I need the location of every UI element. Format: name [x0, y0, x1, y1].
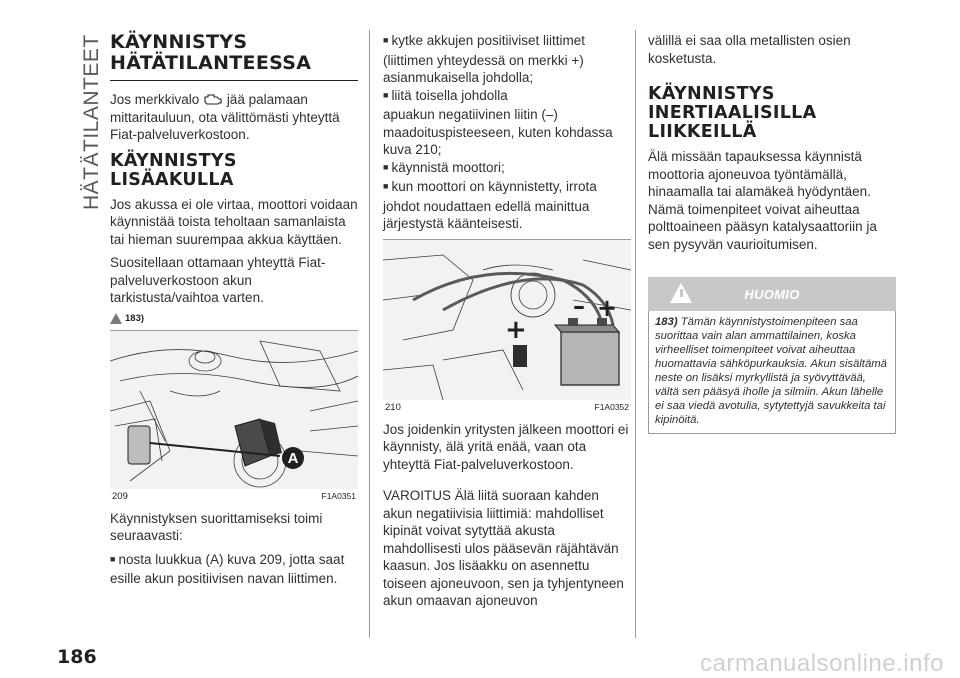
- paragraph: Jos joidenkin yritysten jälkeen moottori ei käynnisty, älä yritä enää, vaan ota yhteyttä Fiat-palveluverkostoon.: [383, 421, 629, 472]
- paragraph: Jos akussa ei ole virtaa, moottori voidaan käynnistää toista teholtaan samanlaista tai hieman suurempaa akkua käyttäen.: [110, 196, 358, 247]
- figure-caption: [110, 489, 358, 502]
- note-reference: 183): [655, 316, 678, 328]
- column-divider: [635, 30, 636, 638]
- column-2: [383, 32, 631, 616]
- note-text: Tämän käynnistystoimenpiteen saa suorittaa vain alan ammattilainen, koska virheelliset toimenpiteet voivat aiheuttaa huomattavia sähköpurkauksia. Akun sisältämä neste on lisäksi myrkyllistä ja syövyttävää, vältä sen pääsyä iholle ja silmiin. Akun lähelle ei saa viedä avotulia, sytytettyjä savukkeita tai kipinöitä.: [655, 316, 887, 426]
- figure-caption: [383, 400, 631, 413]
- minus-symbol: –: [573, 291, 585, 320]
- section-title-inertial-start: KÄYNNISTYS INERTIAALISILLA LIIKKEILLÄ: [648, 84, 817, 142]
- bullet-item: ■ kytke akkujen positiiviset liittimet (liittimen yhteydessä on merkki +) asianmukaisella johdolla;: [383, 32, 631, 87]
- figure-code: F1A0351: [321, 490, 356, 501]
- jump-start-illustration: [383, 240, 631, 400]
- warning-reference: 183): [110, 313, 358, 324]
- figure-number: 210: [385, 401, 401, 413]
- note-body: [648, 311, 896, 434]
- page-number: 186: [57, 646, 97, 668]
- column-3: [648, 32, 896, 434]
- column-1: [110, 32, 358, 594]
- note-title: HUOMIO: [744, 287, 800, 302]
- engine-immobilizer-icon: [203, 94, 223, 105]
- paragraph: apuakun negatiivinen liitin (–) maadoituspisteeseen, kuten kohdassa kuva 210;: [383, 107, 613, 157]
- figure-210: [383, 239, 631, 413]
- engine-bay-illustration: [110, 331, 358, 489]
- paragraph: Älä missään tapauksessa käynnistä moottoria ajoneuvoa työntämällä, hinaamalla tai alamäkeä hyödyntäen. Nämä toimenpiteet voivat aiheuttaa polttoaineen pääsyn katalysaattoriin ja sen pysyvän vaurioitumisen.: [648, 149, 877, 252]
- callout-label-a: A: [287, 449, 299, 467]
- paragraph: välillä ei saa olla metallisten osien kosketusta.: [648, 33, 851, 66]
- plus-symbol: +: [505, 314, 527, 345]
- paragraph: Suositellaan ottamaan yhteyttä Fiat-palveluverkostoon akun tarkistusta/vaihtoa varten.: [110, 255, 326, 305]
- bullet-item: ■ liitä toisella johdolla: [383, 87, 631, 107]
- bullet-item: ■ kun moottori on käynnistetty, irrota johdot noudattaen edellä mainittua järjestystä käänteisesti.: [383, 178, 631, 233]
- figure-number: 209: [112, 490, 128, 502]
- note-header: [648, 277, 896, 311]
- chapter-side-tab: HÄTÄTILANTEET: [80, 34, 103, 210]
- figure-209: [110, 330, 358, 502]
- bullet-item: ■ käynnistä moottori;: [383, 159, 631, 179]
- plus-symbol: +: [597, 293, 618, 322]
- bullet-item: ■ nosta luukkua (A) kuva 209, jotta saat esille akun positiivisen navan liittimen.: [110, 551, 358, 588]
- figure-code: F1A0352: [594, 401, 629, 412]
- section-title-booster-battery: KÄYNNISTYS LISÄAKULLA: [110, 150, 237, 190]
- watermark: carmanualsonline.info: [700, 650, 944, 677]
- column-divider: [369, 30, 370, 638]
- paragraph: Käynnistyksen suorittamiseksi toimi seuraavasti:: [110, 510, 323, 543]
- warning-triangle-icon: [110, 313, 122, 324]
- section-title-emergency-start: KÄYNNISTYS HÄTÄTILANTEESSA: [110, 32, 358, 81]
- intro-paragraph: Jos merkkivalo jää palamaan mittaritauluun, ota välittömästi yhteyttä Fiat-palveluverkostoon.: [110, 92, 340, 142]
- warning-paragraph: VAROITUS Älä liitä suoraan kahden akun negatiivisia liittimiä: mahdolliset kipinät voivat sytyttää akusta mahdollisesti ulos pääsevän räjähtävän kaasun. Jos lisäakku on asennettu toiseen ajoneuvoon, sen ja tyhjentyneen akun omaavan ajoneuvon: [383, 488, 624, 608]
